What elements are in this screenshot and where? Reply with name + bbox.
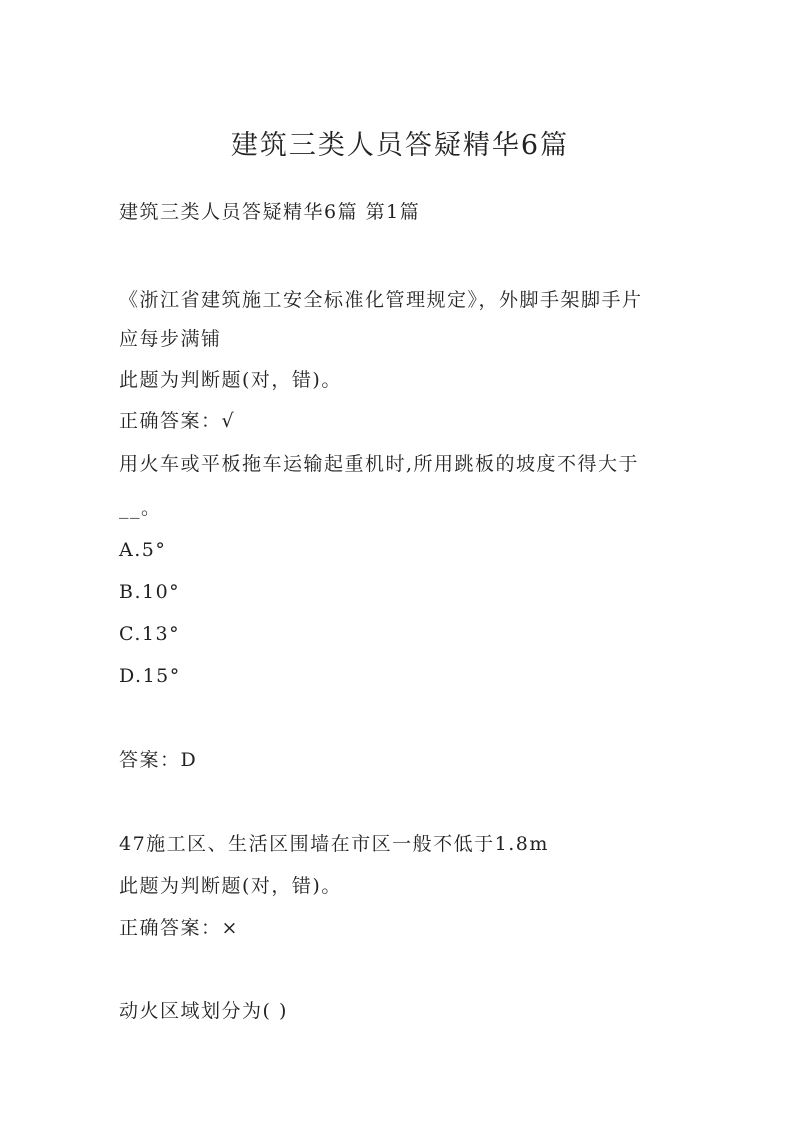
question-1-text-line-1: 《浙江省建筑施工安全标准化管理规定》，外脚手架脚手片 [119, 289, 643, 311]
question-3-type-note: 此题为判断题(对，错)。 [119, 875, 342, 897]
question-2-option-a: A.5° [119, 539, 167, 561]
question-2-text-line-2: __。 [119, 497, 162, 519]
question-3-answer: 正确答案：× [119, 917, 239, 939]
question-1-type-note: 此题为判断题(对，错)。 [119, 369, 342, 391]
question-1-text-line-2: 应每步满铺 [119, 328, 222, 350]
question-2-answer: 答案：D [119, 749, 198, 771]
question-2-option-d: D.15° [119, 665, 181, 687]
question-4-text: 动火区域划分为( ) [119, 1000, 288, 1022]
question-3-text: 47施工区、生活区围墙在市区一般不低于1.8m [119, 833, 549, 855]
question-2-option-c: C.13° [119, 623, 181, 645]
question-1-answer: 正确答案：√ [119, 410, 236, 432]
question-2-option-b: B.10° [119, 581, 181, 603]
section-heading: 建筑三类人员答疑精华6篇 第1篇 [119, 201, 421, 223]
question-2-text-line-1: 用火车或平板拖车运输起重机时,所用跳板的坡度不得大于 [119, 453, 640, 475]
document-title: 建筑三类人员答疑精华6篇 [230, 130, 570, 161]
